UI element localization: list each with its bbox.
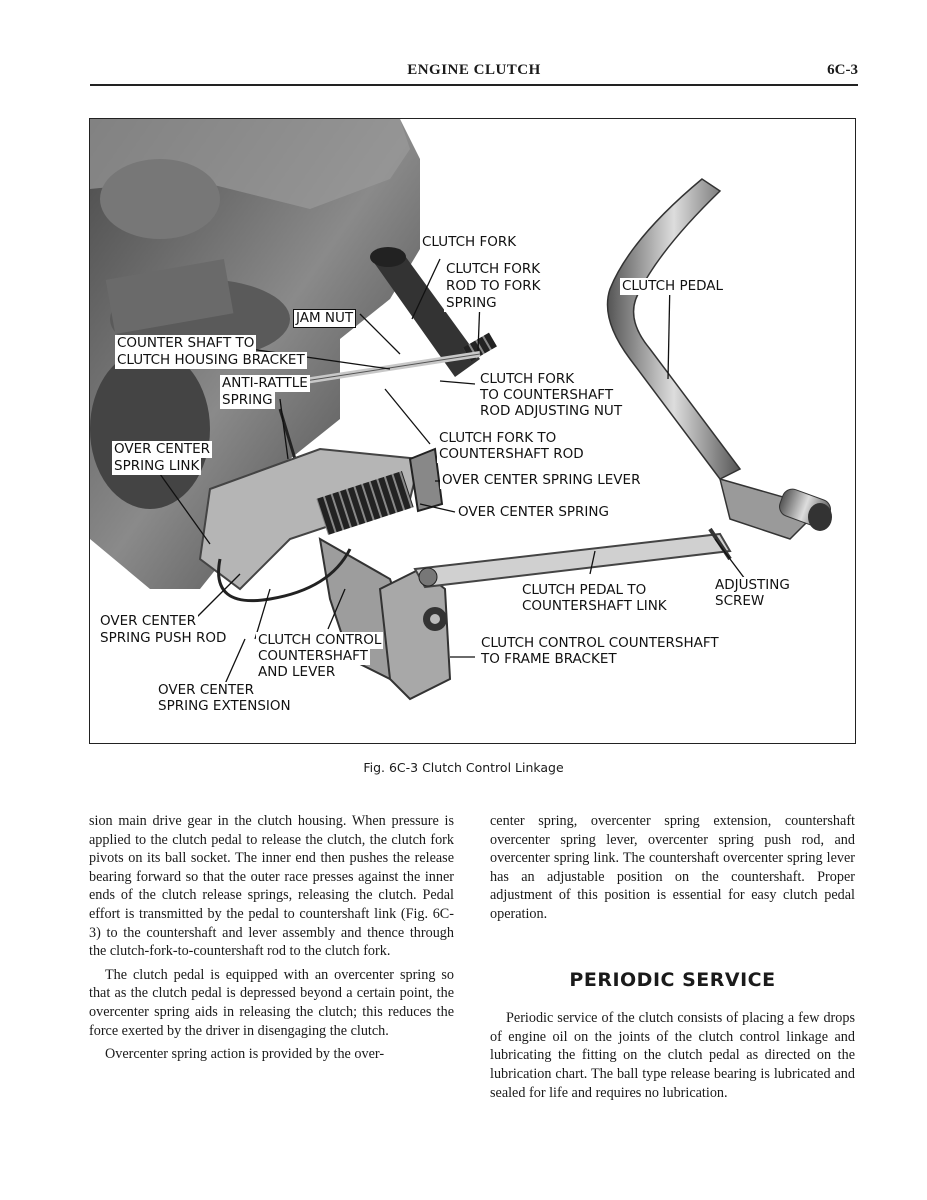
label-clutch-pedal: CLUTCH PEDAL: [622, 278, 724, 294]
label-adj-nut-1: CLUTCH FORK: [480, 371, 575, 387]
label-anti-rattle-1: ANTI-RATTLE: [222, 375, 308, 391]
label-extension-2: SPRING EXTENSION: [158, 698, 291, 714]
label-pedal-link-2: COUNTERSHAFT LINK: [522, 598, 667, 614]
label-adj-nut-3: ROD ADJUSTING NUT: [480, 403, 623, 419]
label-fork-rod-spring-3: SPRING: [446, 295, 497, 311]
figure-caption: Fig. 6C-3 Clutch Control Linkage: [363, 760, 564, 775]
label-fork-rod-spring-2: ROD TO FORK: [446, 278, 541, 294]
header-title: ENGINE CLUTCH: [407, 62, 541, 78]
label-counter-shaft-1: COUNTER SHAFT TO: [117, 335, 255, 351]
label-adj-screw-1: ADJUSTING: [715, 577, 790, 593]
label-fork-rod-2: COUNTERSHAFT ROD: [439, 446, 584, 462]
left-column: [89, 812, 454, 1064]
label-clutch-fork: CLUTCH FORK: [422, 234, 517, 250]
left-paragraph-2: The clutch pedal is equipped with an overcenter spring so that as the clutch pedal is depressed beyond a certain point, the overcenter spring aids in releasing the clutch; this reduces the force exerted by the driver in disengaging the clutch.: [89, 966, 454, 1039]
label-adj-screw-2: SCREW: [715, 593, 765, 609]
label-jam-nut: JAM NUT: [293, 309, 356, 328]
label-adj-nut-2: TO COUNTERSHAFT: [480, 387, 614, 403]
section-heading: PERIODIC SERVICE: [569, 968, 776, 991]
label-fork-rod-spring-1: CLUTCH FORK: [446, 261, 541, 277]
label-anti-rattle-2: SPRING: [222, 392, 273, 408]
label-pedal-link-1: CLUTCH PEDAL TO: [522, 582, 647, 598]
label-over-center-spring: OVER CENTER SPRING: [458, 504, 609, 520]
label-push-rod-2: SPRING PUSH ROD: [100, 630, 227, 646]
label-counter-shaft-2: CLUTCH HOUSING BRACKET: [117, 352, 305, 368]
label-frame-bracket-2: TO FRAME BRACKET: [481, 651, 617, 667]
label-over-center-link-2: SPRING LINK: [114, 458, 200, 474]
label-frame-bracket-1: CLUTCH CONTROL COUNTERSHAFT: [481, 635, 719, 651]
label-fork-rod-1: CLUTCH FORK TO: [439, 430, 557, 446]
label-over-center-link-1: OVER CENTER: [114, 441, 211, 457]
label-extension-1: OVER CENTER: [158, 682, 255, 698]
label-push-rod-1: OVER CENTER: [100, 613, 197, 629]
right-paragraph-1: center spring, overcenter spring extension, countershaft overcenter spring lever, overcenter spring push rod, and overcenter spring link. The countershaft overcenter spring lever has an adjustable position on the countershaft. Proper adjustment of this position is essential for easy clutch pedal operation.: [490, 813, 855, 922]
label-spring-lever: OVER CENTER SPRING LEVER: [442, 472, 641, 488]
label-control-cs-2: COUNTERSHAFT: [258, 648, 368, 664]
right-paragraph-2: Periodic service of the clutch consists of placing a few drops of engine oil on the joints of the clutch control linkage and lubricating the fitting on the clutch pedal as directed on the lubrication chart. The ball type release bearing is lubricated and sealed for life and requires no lubrication.: [490, 1010, 855, 1101]
label-control-cs-3: AND LEVER: [258, 664, 336, 680]
left-paragraph-1: sion main drive gear in the clutch housing. When pressure is applied to the clutch pedal to release the clutch, the clutch fork pivots on its ball socket. The inner end then pushes the release bearing forward so that the outer race presses against the inner ends of the clutch release springs, releasing the clutch. Pedal effort is transmitted by the pedal to countershaft link (Fig. 6C-3) to the countershaft and lever assembly and thence through the clutch-fork-to-countershaft rod to the clutch fork.: [89, 813, 454, 960]
label-control-cs-1: CLUTCH CONTROL: [258, 632, 382, 648]
left-paragraph-3: Overcenter spring action is provided by the over-: [105, 1046, 385, 1063]
page-header: [90, 60, 858, 86]
clutch-linkage-figure: [89, 118, 856, 744]
page-number: 6C-3: [827, 62, 858, 78]
right-column: [490, 812, 855, 1102]
